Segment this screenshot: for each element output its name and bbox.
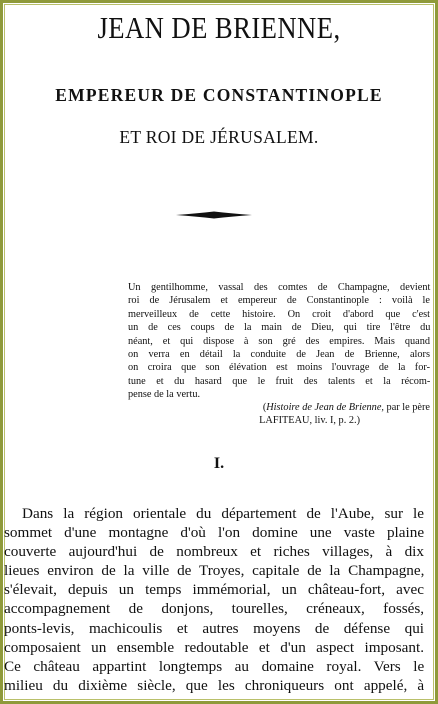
body-line: Dans la région orientale du département de l'Aube, sur le: [22, 505, 425, 522]
epigraph-line: roi de Jérusalem et empereur de Constantinople : voilà le: [128, 295, 430, 307]
epigraph-line: merveilleux de cette histoire. On croit d'abord que c'est: [128, 308, 431, 320]
body-line: composaient un ensemble redoutable et d'un aspect imposant.: [4, 638, 424, 656]
epigraph-line: on croira que son élévation est moins l'ouvrage de la for-: [128, 362, 430, 374]
body-line: lieues environ de la ville de Troyes, capitale de la Champagne,: [4, 562, 425, 580]
page-subtitle: EMPEREUR DE CONSTANTINOPLE: [55, 85, 383, 105]
epigraph-line: tune et du hasard que le fruit des talents et la récom-: [128, 375, 431, 387]
epigraph-source: [128, 401, 430, 428]
body-line: sommet d'une montagne d'où l'on domine une vaste plaine: [4, 524, 425, 542]
page-subtitle-line2: ET ROI DE JÉRUSALEM.: [119, 127, 319, 147]
body-line: ponts-levis, machicoulis et autres moyens de défense qui: [4, 619, 425, 637]
body-line: Ce château appartint longtemps au domaine royal. Vers le: [4, 657, 425, 675]
epigraph-line: un de ces coups de la main de Dieu, qui tire l'être du: [128, 322, 431, 334]
epigraph-quote: [128, 281, 430, 402]
body-line: couverte aujourd'hui de nombreux et riches villages, à dix: [4, 543, 424, 561]
ornament-divider: [176, 210, 252, 220]
section-number: I.: [213, 455, 225, 472]
epigraph-line: pense de la vertu.: [128, 389, 201, 401]
source-open-paren: (: [262, 402, 267, 413]
page-title: JEAN DE BRIENNE,: [97, 10, 341, 45]
epigraph-line: néant, et qui dispose à son gré des empires. Mais quand: [128, 335, 430, 347]
source-author-prefix: par le père: [383, 402, 430, 413]
source-book-title: Histoire de Jean de Brienne,: [266, 402, 384, 413]
epigraph-line: Un gentilhomme, vassal des comtes de Champagne, devient: [128, 282, 431, 293]
epigraph-source-line1: [128, 401, 430, 414]
body-line: milieu du dixième siècle, que les chroniqueurs ont appelé, à: [4, 676, 425, 694]
body-paragraph: [4, 504, 424, 695]
body-line: s'élevait, depuis un temps immémorial, un château-fort, avec: [4, 581, 424, 599]
body-line: accompagnement de donjons, tourelles, créneaux, fossés,: [4, 600, 425, 618]
source-reference: LAFITEAU, liv. I, p. 2.): [259, 415, 360, 427]
epigraph-line: on verra en détail la conduite de Jean de Brienne, alors: [128, 349, 430, 361]
